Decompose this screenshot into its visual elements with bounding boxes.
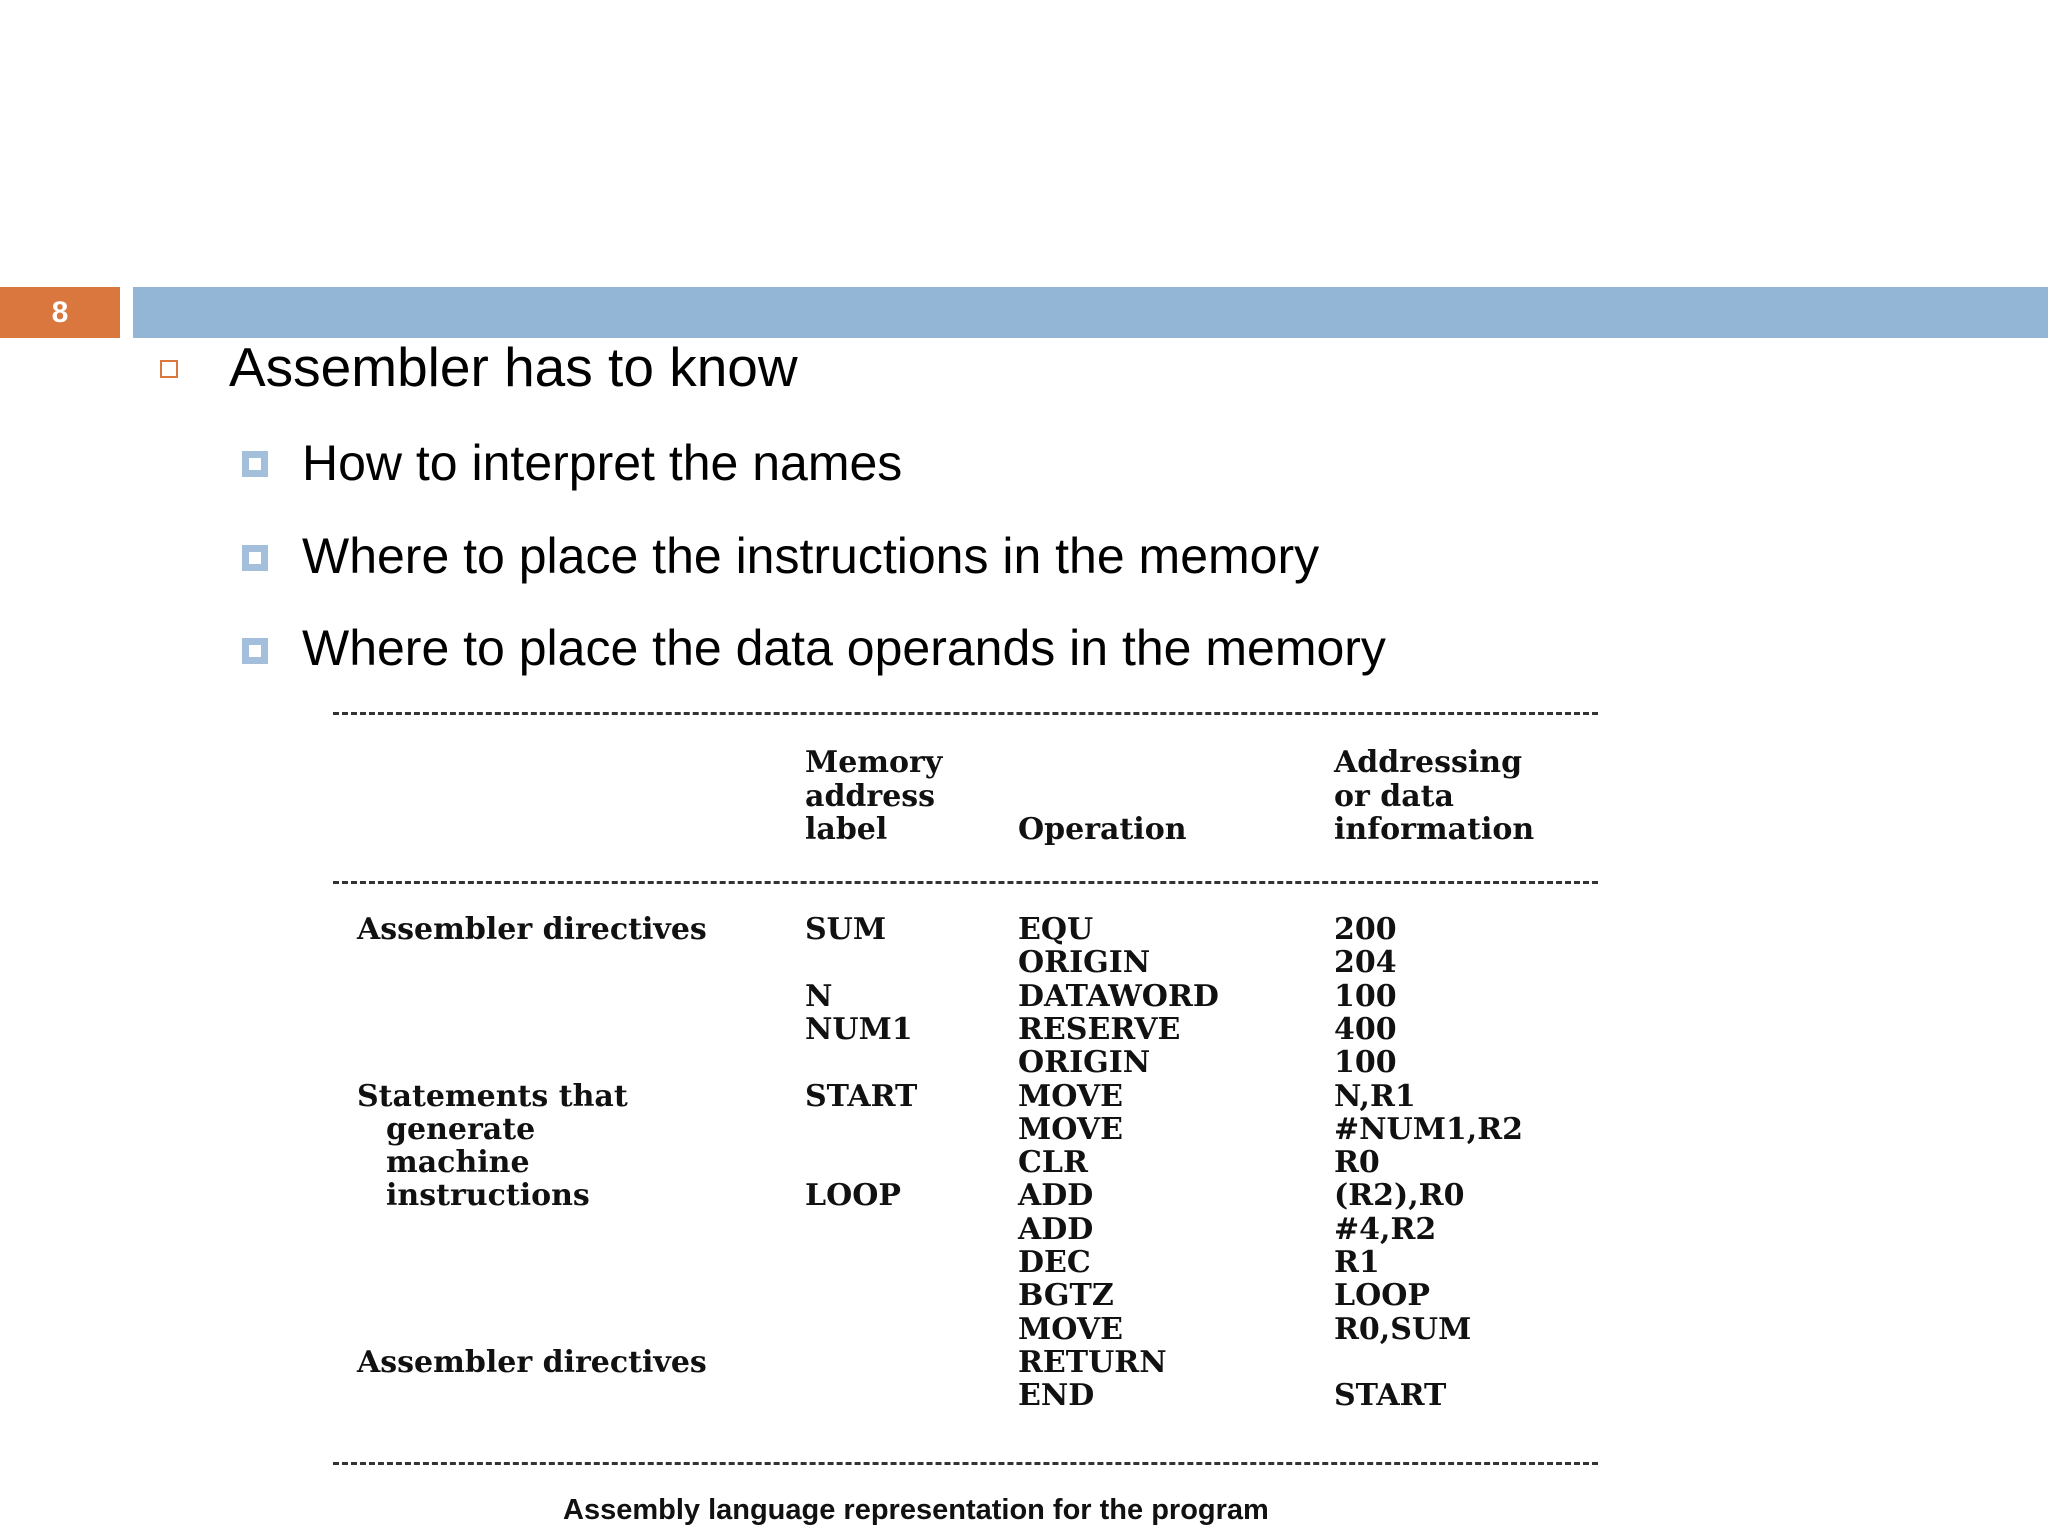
header-addressing-line: Addressing	[1334, 745, 1523, 780]
main-bullet-text: Assembler has to know	[229, 336, 798, 398]
row-operation: BGTZ	[1018, 1278, 1114, 1314]
slide-number: 8	[0, 287, 120, 338]
row-addressing: (R2),R0	[1334, 1178, 1465, 1214]
row-operation: MOVE	[1018, 1311, 1123, 1347]
row-addressing: LOOP	[1334, 1278, 1430, 1314]
title-bar	[133, 287, 2048, 338]
header-memory-line: label	[805, 812, 888, 847]
figure-bottom-rule	[333, 1462, 1598, 1465]
row-addressing: 400	[1334, 1011, 1397, 1047]
row-memory-label: START	[805, 1078, 918, 1114]
figure-header-rule	[333, 881, 1598, 884]
sub-bullet-1: How to interpret the names	[302, 435, 903, 491]
sub-bullet-2: Where to place the instructions in the memory	[302, 528, 1320, 584]
row-description: machine	[386, 1145, 530, 1181]
row-addressing: #4,R2	[1334, 1211, 1437, 1247]
row-description: Statements that	[357, 1078, 628, 1114]
row-addressing: #NUM1,R2	[1334, 1111, 1524, 1147]
row-memory-label: N	[805, 978, 833, 1014]
row-operation: MOVE	[1018, 1078, 1123, 1114]
row-operation: EQU	[1018, 912, 1094, 947]
row-operation: ORIGIN	[1018, 945, 1151, 981]
row-memory-label: NUM1	[805, 1011, 913, 1047]
row-operation: CLR	[1018, 1145, 1088, 1181]
header-memory-line: address	[805, 779, 936, 814]
row-operation: RESERVE	[1018, 1011, 1181, 1047]
row-memory-label: SUM	[805, 912, 887, 947]
row-description: instructions	[386, 1178, 590, 1214]
row-operation: MOVE	[1018, 1111, 1123, 1147]
row-operation: ADD	[1018, 1211, 1094, 1247]
row-operation: DATAWORD	[1018, 978, 1219, 1014]
row-addressing: 100	[1334, 1045, 1397, 1081]
row-operation: DEC	[1018, 1245, 1091, 1280]
row-memory-label: LOOP	[805, 1178, 901, 1214]
row-operation: ORIGIN	[1018, 1045, 1151, 1081]
row-addressing: R1	[1334, 1245, 1380, 1280]
header-operation: Operation	[1018, 812, 1187, 847]
square-bullet-icon	[160, 360, 178, 378]
header-addressing-line: information	[1334, 812, 1535, 847]
square-bullet-icon	[242, 545, 268, 571]
header-memory-line: Memory	[805, 745, 943, 780]
row-addressing: R0,SUM	[1334, 1311, 1472, 1347]
figure-top-rule	[333, 712, 1598, 715]
figure-caption: Assembly language representation for the program	[563, 1494, 1269, 1526]
square-bullet-icon	[242, 638, 268, 664]
row-addressing: START	[1334, 1378, 1447, 1414]
row-addressing: N,R1	[1334, 1078, 1416, 1114]
square-bullet-icon	[242, 451, 268, 477]
row-operation: RETURN	[1018, 1344, 1167, 1380]
row-operation: END	[1018, 1378, 1095, 1414]
sub-bullet-3: Where to place the data operands in the memory	[302, 620, 1386, 676]
row-addressing: 100	[1334, 978, 1397, 1014]
row-operation: ADD	[1018, 1178, 1094, 1214]
row-description: Assembler directives	[357, 912, 707, 947]
row-description: Assembler directives	[357, 1344, 707, 1380]
row-addressing: R0	[1334, 1145, 1380, 1181]
row-addressing: 204	[1334, 945, 1397, 981]
header-addressing-line: or data	[1334, 779, 1454, 814]
row-addressing: 200	[1334, 912, 1397, 947]
row-description: generate	[386, 1111, 536, 1147]
